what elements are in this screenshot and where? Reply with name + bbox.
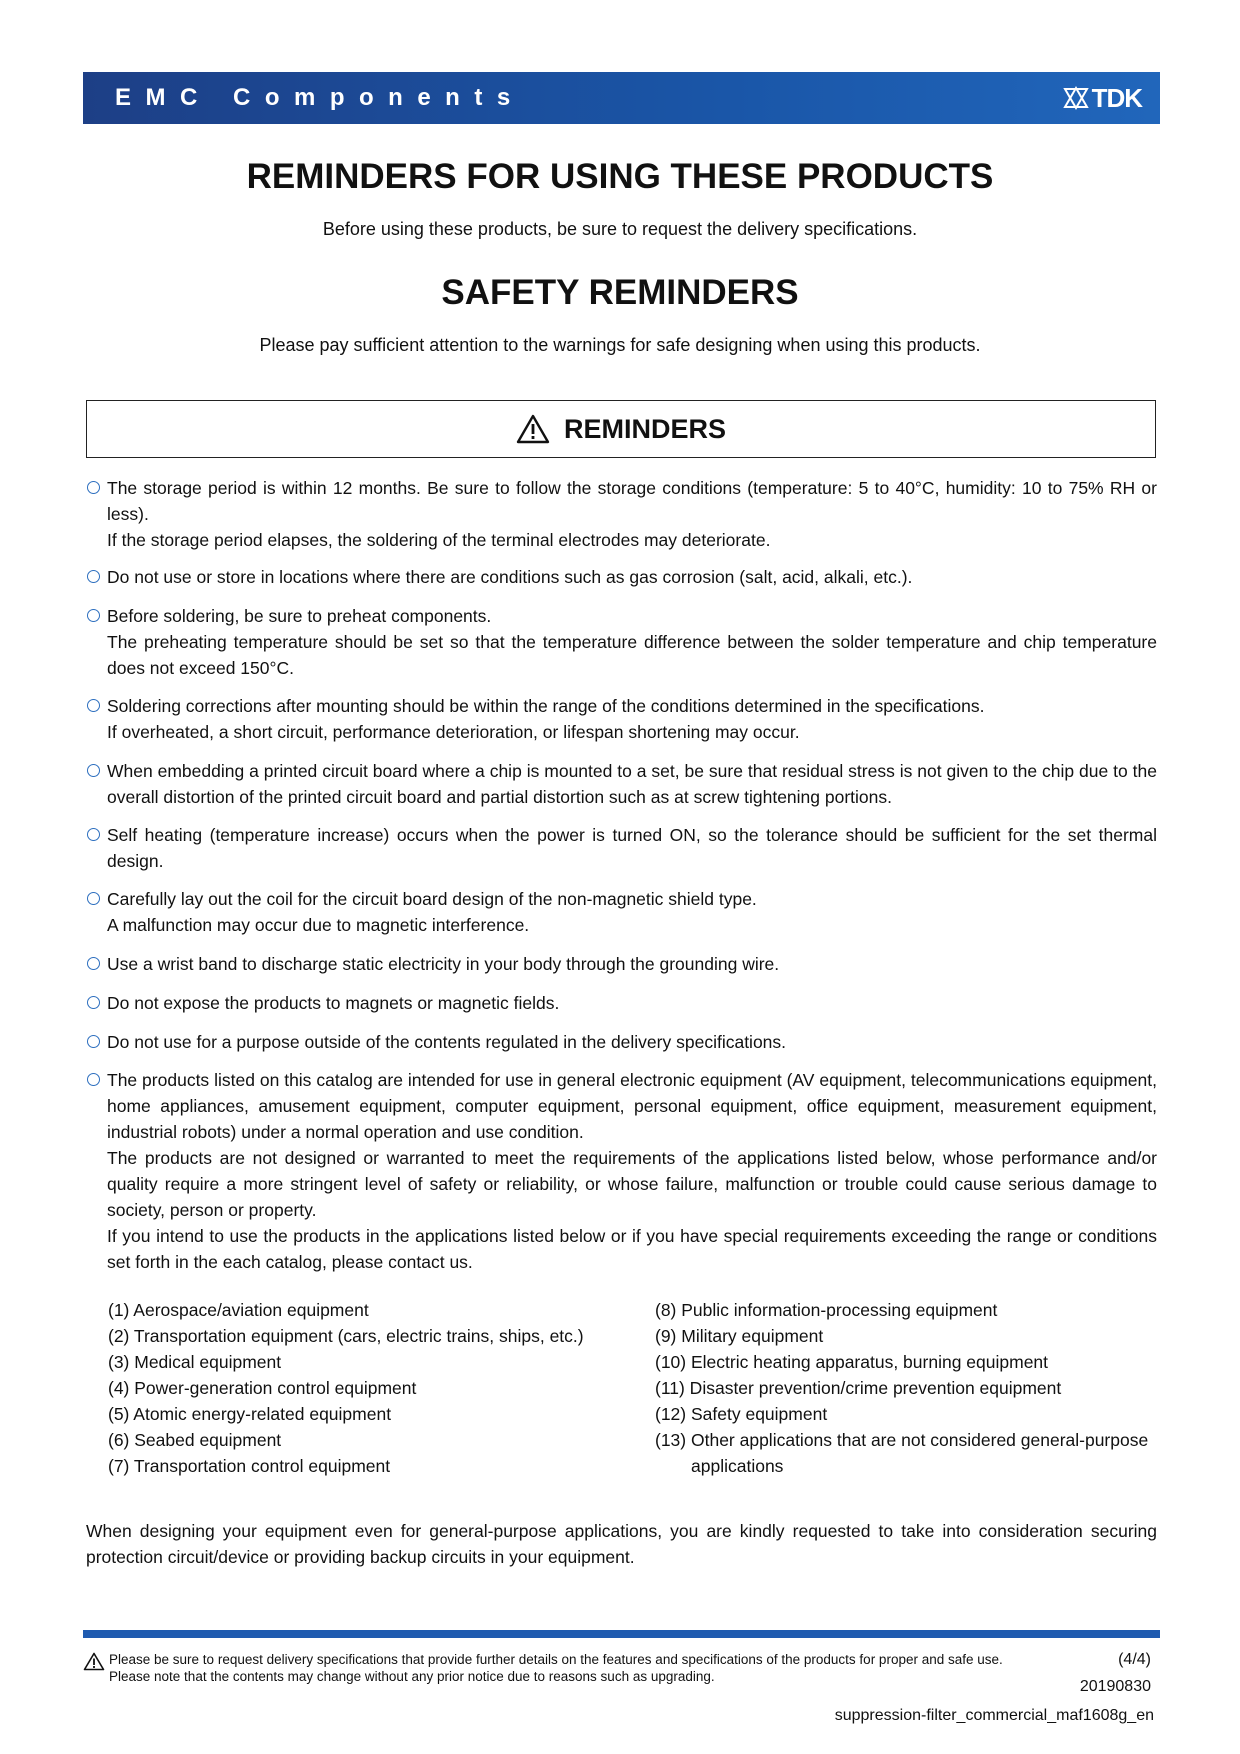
reminder-item bbox=[87, 564, 1157, 590]
list-item: (12) Safety equipment bbox=[655, 1404, 828, 1424]
reminder-item bbox=[87, 603, 1157, 681]
list-item: (11) Disaster prevention/crime prevention equipment bbox=[655, 1378, 1062, 1398]
reminder-item bbox=[87, 951, 1157, 977]
circle-bullet-icon bbox=[87, 764, 100, 777]
reminder-item bbox=[87, 1067, 1157, 1275]
reminder-line: Do not use or store in locations where there are conditions such as gas corrosion (salt, acid, alkali, etc.). bbox=[107, 567, 913, 587]
footer-note-line: Please note that the contents may change without any prior notice due to reasons such as upgrading. bbox=[109, 1669, 715, 1684]
reminder-line: Self heating (temperature increase) occurs when the power is turned ON, so the tolerance should be sufficient for the set thermal design. bbox=[107, 825, 1157, 871]
reminder-line: When embedding a printed circuit board where a chip is mounted to a set, be sure that residual stress is not given to the chip due to the overall distortion of the printed circuit board and partial distortion such as at screw tightening portions. bbox=[107, 761, 1157, 807]
document-id: suppression-filter_commercial_maf1608g_en bbox=[834, 1707, 1154, 1724]
applications-list-left bbox=[108, 1297, 584, 1479]
footer-note-line: Please be sure to request delivery specifications that provide further details on the features and specifications of the products for proper and safe use. bbox=[109, 1652, 1003, 1667]
reminders-header-box bbox=[86, 400, 1156, 458]
reminder-line: A malfunction may occur due to magnetic interference. bbox=[107, 915, 530, 935]
circle-bullet-icon bbox=[87, 1073, 100, 1086]
warning-triangle-icon bbox=[83, 1652, 105, 1671]
reminder-line: The products are not designed or warranted to meet the requirements of the applications listed below, whose performance and/or quality require a more stringent level of safety or reliability, or whose failure, malfunction or trouble could cause serious damage to society, person or property. bbox=[107, 1148, 1157, 1220]
applications-list-right bbox=[655, 1297, 1160, 1479]
safety-title: SAFETY REMINDERS bbox=[441, 273, 799, 312]
reminder-line: Do not expose the products to magnets or magnetic fields. bbox=[107, 993, 560, 1013]
warning-triangle-icon bbox=[516, 414, 550, 444]
brand-logo bbox=[1063, 82, 1142, 113]
circle-bullet-icon bbox=[87, 699, 100, 712]
reminder-item bbox=[87, 1029, 1157, 1055]
reminder-item bbox=[87, 822, 1157, 874]
reminder-line: Carefully lay out the coil for the circuit board design of the non-magnetic shield type. bbox=[107, 889, 757, 909]
page-number: (4/4) bbox=[1118, 1651, 1151, 1668]
reminder-line: Before soldering, be sure to preheat components. bbox=[107, 606, 492, 626]
footer-rule bbox=[83, 1630, 1160, 1638]
circle-bullet-icon bbox=[87, 481, 100, 494]
reminder-line: Use a wrist band to discharge static electricity in your body through the grounding wire. bbox=[107, 954, 780, 974]
reminder-item bbox=[87, 990, 1157, 1016]
reminder-line: Do not use for a purpose outside of the contents regulated in the delivery specifications. bbox=[107, 1032, 787, 1052]
circle-bullet-icon bbox=[87, 996, 100, 1009]
list-item: (6) Seabed equipment bbox=[108, 1430, 282, 1450]
reminder-item bbox=[87, 886, 1157, 938]
page-subtitle: Before using these products, be sure to request the delivery specifications. bbox=[322, 219, 918, 239]
reminder-line: The storage period is within 12 months. Be sure to follow the storage conditions (temperature: 5 to 40°C, humidity: 10 to 75% RH or less). bbox=[107, 478, 1157, 524]
circle-bullet-icon bbox=[87, 609, 100, 622]
circle-bullet-icon bbox=[87, 570, 100, 583]
closing-paragraph: When designing your equipment even for general-purpose applications, you are kindly requested to take into consideration securing protection circuit/device or providing backup circuits in your equipment. bbox=[86, 1521, 1157, 1567]
list-item: (3) Medical equipment bbox=[108, 1352, 282, 1372]
header-bar bbox=[83, 72, 1160, 124]
list-item: (4) Power-generation control equipment bbox=[108, 1378, 417, 1398]
list-item: (5) Atomic energy-related equipment bbox=[108, 1404, 392, 1424]
reminder-line: If the storage period elapses, the soldering of the terminal electrodes may deteriorate. bbox=[107, 530, 771, 550]
header-title: EMC Components bbox=[115, 84, 525, 111]
page-title: REMINDERS FOR USING THESE PRODUCTS bbox=[246, 157, 994, 196]
circle-bullet-icon bbox=[87, 1035, 100, 1048]
list-item: (7) Transportation control equipment bbox=[108, 1456, 391, 1476]
reminder-item bbox=[87, 693, 1157, 745]
reminder-line: If overheated, a short circuit, performance deterioration, or lifespan shortening may occur. bbox=[107, 722, 800, 742]
list-item: (10) Electric heating apparatus, burning equipment bbox=[655, 1352, 1049, 1372]
circle-bullet-icon bbox=[87, 828, 100, 841]
reminder-item bbox=[87, 475, 1157, 553]
tdk-logo-icon bbox=[1063, 86, 1089, 110]
brand-name: TDK bbox=[1091, 82, 1142, 113]
list-item: (9) Military equipment bbox=[655, 1326, 824, 1346]
safety-subtitle: Please pay sufficient attention to the warnings for safe designing when using this products. bbox=[259, 335, 981, 355]
reminder-item bbox=[87, 758, 1157, 810]
reminder-line: The products listed on this catalog are intended for use in general electronic equipment (AV equipment, telecommunications equipment, home appliances, amusement equipment, computer equipment, personal equipment, office equipment, measurement equipment, industrial robots) under a normal operation and use condition. bbox=[107, 1070, 1157, 1142]
list-item: (1) Aerospace/aviation equipment bbox=[108, 1300, 369, 1320]
list-item: (8) Public information-processing equipment bbox=[655, 1300, 998, 1320]
date-code: 20190830 bbox=[1079, 1678, 1151, 1695]
reminder-line: If you intend to use the products in the applications listed below or if you have special requirements exceeding the range or conditions set forth in the each catalog, please contact us. bbox=[107, 1226, 1157, 1272]
circle-bullet-icon bbox=[87, 892, 100, 905]
reminder-line: Soldering corrections after mounting should be within the range of the conditions determined in the specifications. bbox=[107, 696, 985, 716]
reminders-label: REMINDERS bbox=[563, 413, 726, 444]
list-item: (13) Other applications that are not considered general-purpose applications bbox=[655, 1430, 1149, 1476]
list-item: (2) Transportation equipment (cars, electric trains, ships, etc.) bbox=[108, 1326, 584, 1346]
reminder-line: The preheating temperature should be set so that the temperature difference between the solder temperature and chip temperature does not exceed 150°C. bbox=[107, 632, 1157, 678]
circle-bullet-icon bbox=[87, 957, 100, 970]
footer-note bbox=[109, 1651, 1079, 1685]
